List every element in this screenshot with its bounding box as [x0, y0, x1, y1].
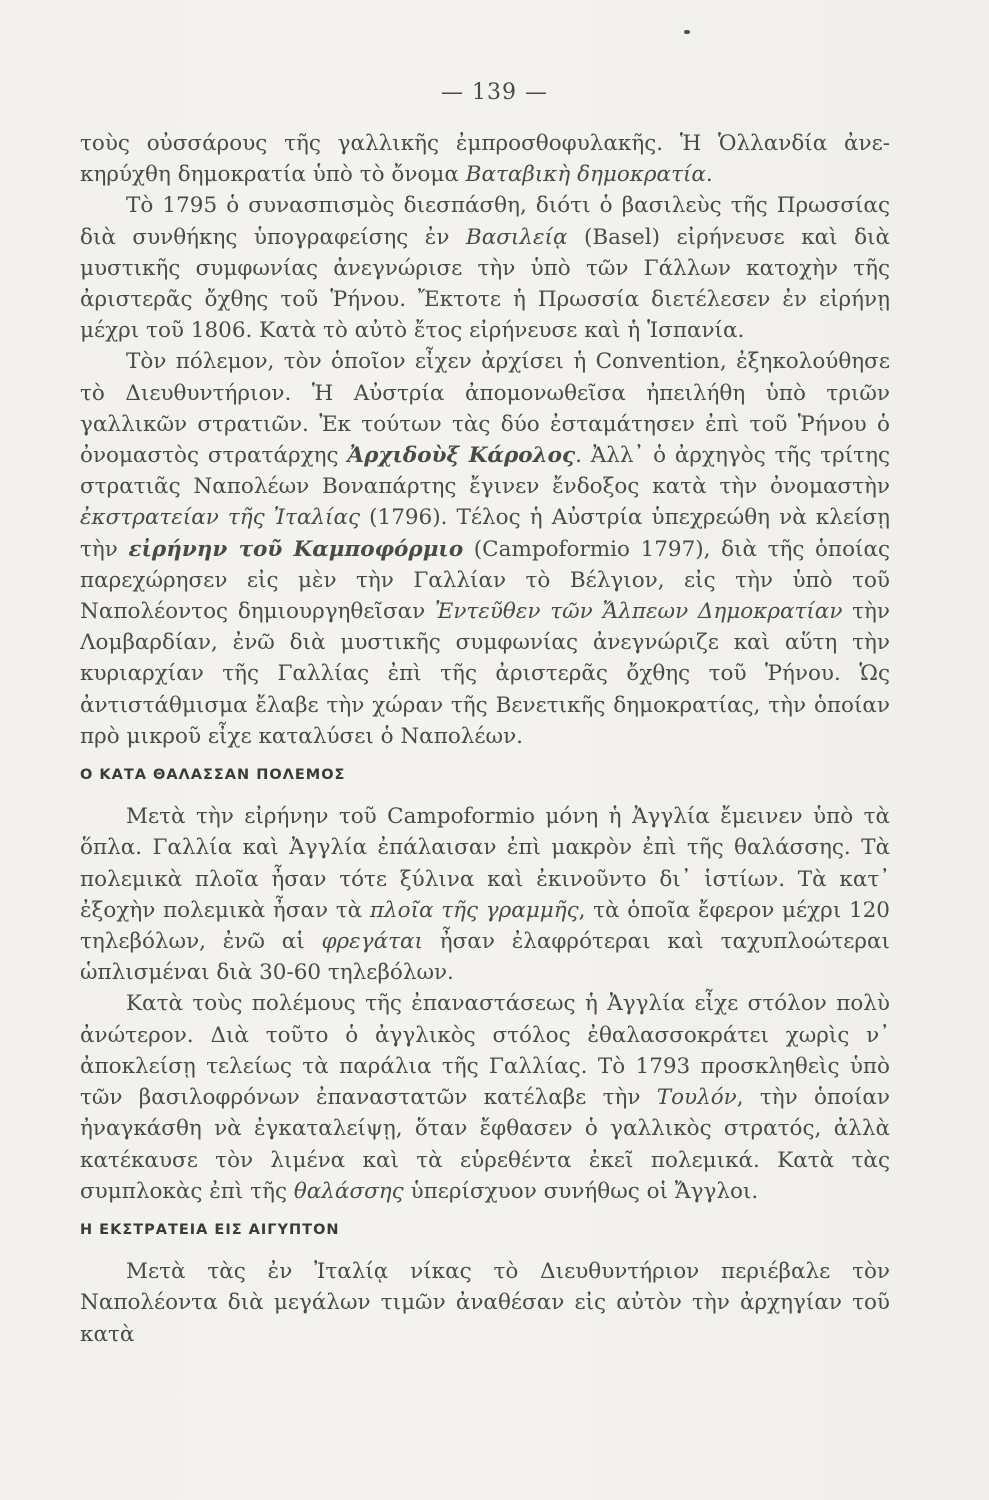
text-run: (Campoformio 1797), διὰ τῆς ὁποίας παρεχώρησεν εἰς μὲν τὴν Γαλλίαν τὸ Βέλγιον, εἰς τὴν ὑπὸ τοῦ Ναπολέοντος δημιουργηθεῖσαν	[80, 536, 890, 625]
text-run: τὴν Λομβαρδίαν, ἐνῶ διὰ μυστικῆς συμφωνίας ἀνεγνώριζε καὶ αὕτη τὴν κυριαρχίαν τῆς Γαλλίας ἐπὶ τῆς ἀριστερᾶς ὄχθης τοῦ Ῥήνου. Ὡς ἀντιστάθμισμα ἔλαβε τὴν χώραν τῆς Βενετικῆς δημοκρατίας, τὴν ὁποίαν πρὸ μικροῦ εἶχε καταλύσει ὁ Ναπολέων.	[80, 599, 890, 749]
ink-speck	[684, 30, 690, 34]
section-heading-naval-war: Ο ΚΑΤΑ ΘΑΛΑΣΣΑΝ ΠΟΛΕΜΟΣ	[80, 767, 346, 784]
page-number: — 139 —	[441, 80, 548, 105]
italic-term: Τουλόν	[656, 1085, 737, 1111]
text-run: Τὸν πόλεμον, τὸν ὁποῖον εἶχεν ἀρχίσει ἡ Convention, ἐξηκολούθησε τὸ Διευθυντήριον. Ἡ Αὐστρία ἀπομονωθεῖσα ἠπειλήθη ὑπὸ τριῶν γαλλικῶν στρατιῶν. Ἐκ τούτων τὰς δύο ἐσταμάτησεν ἐπὶ τοῦ Ῥήνου ὁ ὀνομαστὸς στρατάρχης	[80, 349, 890, 469]
section-heading-egypt-expedition: Η ΕΚΣΤΡΑΤΕΙΑ ΕΙΣ ΑΙΓΥΠΤΟΝ	[80, 1221, 340, 1238]
text-run: .	[705, 162, 713, 188]
text-run: ὑπερίσχυον συνήθως οἱ Ἄγγλοι.	[403, 1178, 759, 1204]
text-run: Μετὰ τὴν εἰρήνην τοῦ Campoformio μόνη ἡ Ἀγγλία ἔμεινεν ὑπὸ τὰ ὅπλα. Γαλλία καὶ Ἀγγλία ἐπάλαισαν ἐπὶ μακρὸν ἐπὶ τῆς θαλάσσης. Τὰ πολεμικὰ πλοῖα ἦσαν τότε ξύλινα καὶ ἐκινοῦντο δι᾽ ἱστίων. Τὰ κατ᾽ ἐξοχὴν πολεμικὰ ἦσαν τὰ	[80, 804, 890, 923]
paragraph-2	[80, 346, 890, 752]
paragraph-3	[80, 801, 890, 988]
italic-term: Βασιλείᾳ	[465, 224, 568, 250]
text-run: (1796). Τέλος ἡ Αὐστρία ὑπεχρεώθη νὰ κλείσῃ τὴν	[80, 505, 890, 562]
paragraph-intro	[80, 128, 890, 190]
text-run: , τὰ ὁποῖα ἔφερον μέχρι 120 τηλεβόλων, ἐνῶ αἱ	[80, 897, 890, 955]
text-run: Κατὰ τοὺς πολέμους τῆς ἐπαναστάσεως ἡ Ἀγγλία εἶχε στόλον πολὺ ἀνώτερον. Διὰ τοῦτο ὁ ἀγγλικὸς στόλος ἐθαλασσοκράτει χωρὶς ν᾽ ἀποκλείσῃ τελείως τὰ παράλια τῆς Γαλλίας. Τὸ 1793 προσκληθεὶς ὑπὸ τῶν βασιλοφρόνων ἐπαναστατῶν κατέλαβε τὴν	[80, 991, 890, 1111]
text-run: . Ἀλλ᾽ ὁ ἀρχηγὸς τῆς τρίτης στρατιᾶς Ναπολέων Βοναπάρτης ἔγινεν ἔνδοξος κατὰ τὴν ὀνομαστὴν	[80, 443, 890, 500]
text-run: (Basel) εἰρήνευσε καὶ διὰ μυστικῆς συμφωνίας ἀνεγνώρισε τὴν ὑπὸ τῶν Γάλλων κατοχὴν τῆς ἀριστερᾶς ὄχθης τοῦ Ῥήνου. Ἔκτοτε ἡ Πρωσσία διετέλεσεν ἐν εἰρήνῃ μέχρι τοῦ 1806. Κατὰ τὸ αὐτὸ ἔτος εἰρήνευσε καὶ ἡ Ἱσπανία.	[80, 224, 890, 344]
italic-term: πλοῖα τῆς γραμμῆς	[369, 897, 579, 923]
text-run: Τὸ 1795 ὁ συνασπισμὸς διεσπάσθη, διότι ὁ βασιλεὺς τῆς Πρωσσίας διὰ συνθήκης ὑπογραφείσης ἐν	[80, 193, 890, 250]
italic-term: Ἐντεῦθεν τῶν Ἄλπεων Δημοκρατίαν	[434, 599, 843, 625]
italic-term: ἐκστρατείαν τῆς Ἰταλίας	[80, 505, 361, 531]
paragraph-4	[80, 988, 890, 1206]
text-run: , τὴν ὁποίαν ἠναγκάσθη νὰ ἐγκαταλείψῃ, ὅταν ἔφθασεν ὁ γαλλικὸς στρατός, ἀλλὰ κατέκαυσε τὸν λιμένα καὶ τὰ εὑρεθέντα ἐκεῖ πολεμικά. Κατὰ τὰς συμπλοκὰς ἐπὶ τῆς	[80, 1085, 891, 1204]
body-text	[80, 128, 890, 1350]
text-run: ἦσαν ἐλαφρότεραι καὶ ταχυπλοώτεραι ὡπλισμέναι διὰ 30-60 τηλεβόλων.	[80, 929, 890, 986]
text-run: τοὺς οὐσσάρους τῆς γαλλικῆς ἐμπροσθοφυλακῆς. Ἡ Ὁλλανδία ἀνε-κηρύχθη δημοκρατία ὑπὸ τὸ ὄνομα	[80, 131, 890, 188]
paragraph-1	[80, 190, 890, 346]
text-run: Μετὰ τὰς ἐν Ἰταλίᾳ νίκας τὸ Διευθυντήριον περιέβαλε τὸν Ναπολέοντα διὰ μεγάλων τιμῶν ἀναθέσαν εἰς αὐτὸν τὴν ἀρχηγίαν τοῦ κατὰ	[80, 1259, 890, 1347]
italic-term: θαλάσσης	[293, 1178, 404, 1204]
paragraph-5	[80, 1256, 890, 1350]
bold-term: Ἀρχιδοὺξ Κάρολος	[347, 443, 576, 469]
italic-term: φρεγάται	[321, 929, 423, 955]
italic-term: Βαταβικὴ δημοκρατία	[465, 162, 706, 188]
bold-term: εἰρήνην τοῦ Καμποφόρμιο	[128, 536, 464, 562]
